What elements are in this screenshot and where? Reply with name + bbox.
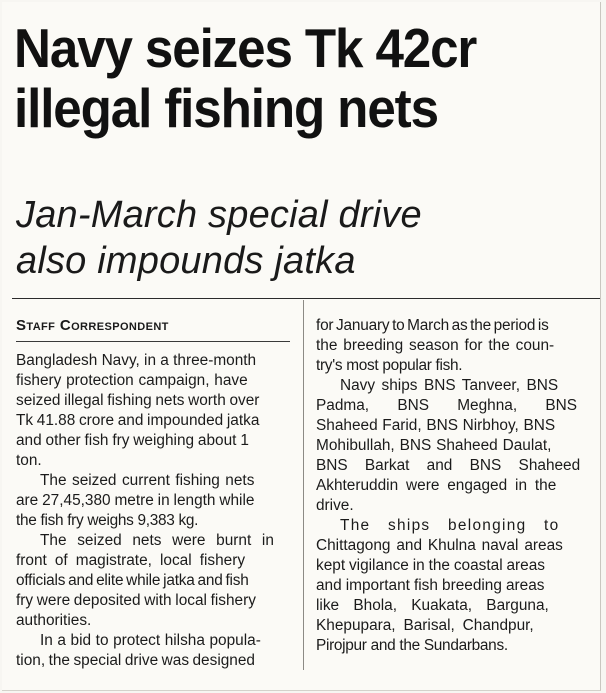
body-line: ton. xyxy=(16,452,42,469)
body-line: kept vigilance in the coastal areas xyxy=(316,557,545,574)
body-line: The seized current fishing nets xyxy=(40,472,255,489)
body-line: are 27,45,380 metre in length while xyxy=(16,492,255,509)
body-line: authorities. xyxy=(16,612,92,629)
body-line: Mohibullah, BNS Shaheed Daulat, xyxy=(316,437,552,454)
headline xyxy=(14,18,558,138)
body-line: The seized nets were burnt in xyxy=(40,532,274,549)
body-line: the breeding season for the coun- xyxy=(316,337,555,354)
body-line: try's most popular fish. xyxy=(316,357,463,374)
body-line: like Bhola, Kuakata, Barguna, xyxy=(316,597,549,614)
body-line: fishery protection campaign, have xyxy=(16,372,248,389)
headline-divider xyxy=(12,298,600,299)
body-line: the fish fry weighs 9,383 kg. xyxy=(16,512,199,529)
subheadline xyxy=(16,192,601,284)
body-line: Khepupara, Barisal, Chandpur, xyxy=(316,617,534,634)
body-line: Pirojpur and the Sundarbans. xyxy=(316,637,508,654)
body-line: In a bid to protect hilsha popula- xyxy=(40,632,261,649)
body-line: front of magistrate, local fishery xyxy=(16,552,246,569)
body-line: fry were deposited with local fishery xyxy=(16,592,256,609)
headline-line: Navy seizes Tk 42cr xyxy=(14,17,477,79)
body-line: Chittagong and Khulna naval areas xyxy=(316,537,563,554)
body-line: BNS Barkat and BNS Shaheed xyxy=(316,457,581,474)
subheadline-line: Jan-March special drive xyxy=(16,194,422,236)
body-line: tion, the special drive was designed xyxy=(16,652,255,669)
column-divider xyxy=(303,300,304,670)
body-line: for January to March as the period is xyxy=(316,317,549,334)
body-line: The ships belonging to xyxy=(340,517,560,534)
headline-line: illegal fishing nets xyxy=(14,77,438,139)
body-line: and other fish fry weighing about 1 xyxy=(16,432,249,449)
body-line: Navy ships BNS Tanveer, BNS xyxy=(340,377,559,394)
body-line: and important fish breeding areas xyxy=(316,577,545,594)
body-line: seized illegal fishing nets worth over xyxy=(16,392,260,409)
body-line: officials and elite while jatka and fish xyxy=(16,572,249,589)
body-line: Shaheed Farid, BNS Nirbhoy, BNS xyxy=(316,417,556,434)
subheadline-line: also impounds jatka xyxy=(16,240,356,282)
body-line: Bangladesh Navy, in a three-month xyxy=(16,352,257,369)
body-line: Padma, BNS Meghna, BNS xyxy=(316,397,578,414)
body-line: Tk 41.88 crore and impounded jatka xyxy=(16,412,260,429)
byline-underline xyxy=(16,341,290,342)
body-line: Akhteruddin were engaged in the xyxy=(316,477,557,494)
byline: Staff Correspondent xyxy=(16,317,169,334)
body-line: drive. xyxy=(316,497,354,514)
